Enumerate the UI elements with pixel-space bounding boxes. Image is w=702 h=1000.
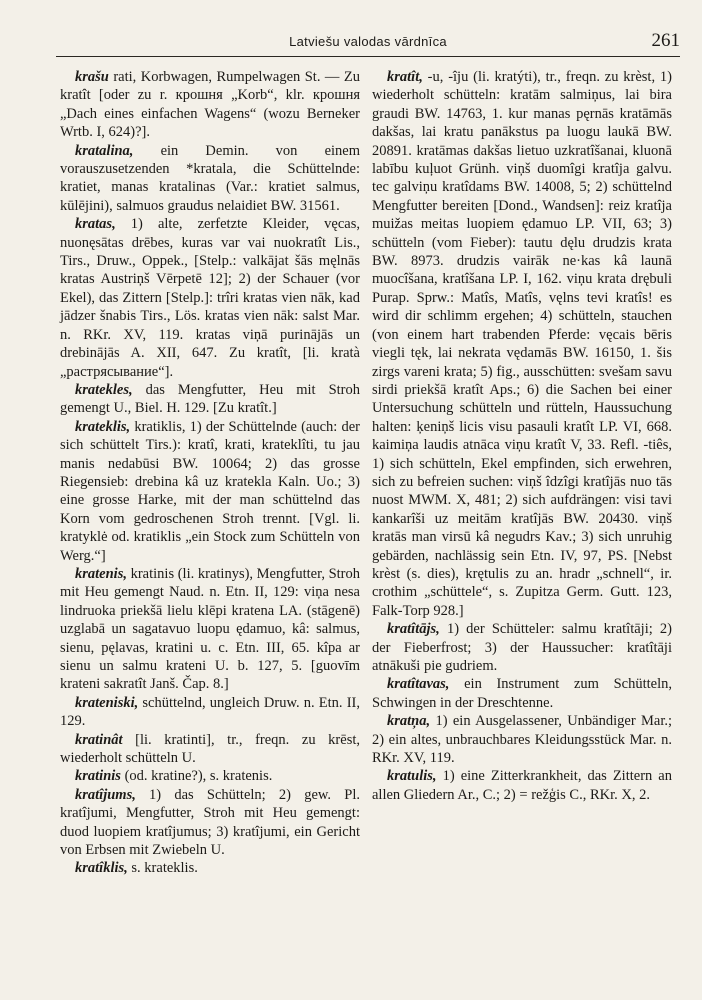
dictionary-entry — [60, 859, 360, 877]
entry-definition: s. krateklis. — [127, 860, 198, 877]
entry-definition: ein Instrument zum Schütteln, Schwingen in der Dreschtenne. — [372, 676, 672, 711]
entry-headword: kratulis, — [387, 768, 437, 785]
entry-headword: kratinât — [75, 731, 123, 748]
entry-headword: kratekles, — [75, 381, 133, 398]
dictionary-entry — [372, 675, 672, 712]
entry-headword: kratîklis, — [75, 860, 128, 877]
entry-definition: (od. kratine?), s. kratenis. — [120, 768, 273, 785]
dictionary-entry — [372, 68, 672, 620]
entry-headword: krašu — [75, 69, 109, 85]
entry-definition: kratinis (li. kratinys), Mengfutter, Stroh mit Heu gemengt Naud. n. Etn. II, 129: viņa nesa lindruoka priekšā lielu klēpi kratena LA. (stāgenē) uzglabā un sagatavuo luopu ędamuo, kâ: salmus, sienu, pęlavas, kratini u. c. Etn. III, 65. kîpa ar sienu un salmu krateni U. b. 127, 5. [guovīm krateni sakratît Janš. Čap. 8.] — [60, 565, 360, 693]
dictionary-entry — [60, 767, 360, 785]
dictionary-entry — [372, 767, 672, 804]
entry-definition: ein Demin. von einem vorauszusetzenden *kratala, die Schüttelnde: kratiet, manas kratalinas (Var.: kratiet salmus, kūlējini), salmuos graudus nelaidiet BW. 31561. — [60, 142, 360, 214]
entry-definition: -u, -îju (li. kratýti), tr., freqn. zu krèst, 1) wiederholt schütteln: kratām salmiņus, lai bira graudi BW. 14763, 1. kur manas pęrnās kratāmās dakšas, lai kratu panākstus pa luogu laukā BW. 20891. kratāmas dakšas lietuo uzkratîšanai, kluonā labību kuļuot Grünh. viņš duomîgi kratîja galvu. tec galviņu kratîdams BW. 14008, 5; 2) schüttelnd Mengfutter bereiten [Dond., Wandsen]: reiz kratîja muižas meitas luopiem ędamuo LP. VII, 63; 3) schütteln (vom Fieber): tautu dęlu drudzis krata BW. 8973. drudzis vairāk ne·kas kâ launā muocîšana, kratîšana LP. I, 162. viņu krata drębuli Purap. Sprw.: Matîs, Matîs, vęlns tevi kratîs! es wird dir schlimm ergehen; 4) schütteln, stauchen (von einem hart trabenden Pferde: vęcais bēris viegli tęk, lai nekrata vędamās BW. 16150, 1. šis zirgs vareni krata; 5) fig., ausschütten: svešam savu sirdi priekšā kratît Aps.; 6) die Sachen bei einer Untersuchung schütteln und rütteln, Haussuchung halten: ķeniņš licis visu pasauli kratît LP. VI, 668. kaimiņa laudis atnāca viņu kratît V, 33. Refl. -tiês, 1) sich schütteln, Ekel empfinden, sich erwehren, sich zu befreien suchen: viņš îdzîgi kratîjās nuo tās nuost MWM. X, 481; 2) sich aufdrängen: visi tavi kankarîši uz meitām kratîjās BW. 20430. viņš kratās man virsū kâ negudrs Kav.; 3) sich unruhig gebärden, nachlässig sein Etn. IV, 97, PS. [Nebst krèst (s. dies), krętulis zu an. hradr „schnell“, ir. crothim „schüttele“, s. Zupitza Germ. Gutt. 123, Falk-Torp 928.] — [372, 69, 672, 619]
dictionary-entry — [60, 418, 360, 565]
dictionary-entry — [60, 68, 360, 142]
entry-definition: 1) alte, zerfetzte Kleider, vęcas, nuonęsātas drēbes, kuras var vai nuokratît Lis., Tirs., Druw., Oppek., [Stelp.: valkājat šās męlnās kratas Austriņš Vērpetē 12]; 2) der Schauer (vor Ekel), das Zittern [Stelp.]: trîri kratas vien nāk, kad jādzer šnabis Tirs., Lös. kratas vien nāk: salst Mar. n. RKr. XV, 119. kratas viņā purinājās un drebinājās A. XII, 647. Zu kratît, [li. kratà „растрясываниe“]. — [60, 216, 360, 380]
dictionary-entry — [60, 215, 360, 381]
page-number: 261 — [651, 30, 680, 51]
entry-definition: 1) das Schütteln; 2) gew. Pl. kratîjumi, Mengfutter, Stroh mit Heu gemengt: duod luopiem kratîjumus; 3) kratîjumi, ein Gericht von Erbsen mit Zwiebeln U. — [60, 786, 360, 859]
entry-definition: 1) eine Zitterkrankheit, das Zittern an allen Gliedern Ar., C.; 2) = režģis C., RKr. X, 2. — [372, 768, 672, 803]
right-column — [372, 68, 672, 804]
entry-headword: kratņa, — [387, 713, 431, 730]
entry-definition: 1) ein Ausgelassener, Unbändiger Mar.; 2) ein altes, unbrauchbares Kleidungsstück Mar. n. RKr. XV, 119. — [372, 713, 672, 767]
entry-definition: kratiklis, 1) der Schüttelnde (auch: der sich schüttelt Tirs.): kratî, krati, krateklîti, tu jau manis nedabūsi BW. 10064; 2) das grosse Riegensieb: drebina kâ uz kratekla Kaln. Uo.; 3) eine grosse Harke, mit der man schüttelnd das Korn vom gedroschenen Stroh trennt. [Vgl. li. kratyklė od. kratiklis „ein Stock zum Schütteln von Werg.“] — [60, 418, 360, 564]
entry-headword: kratinis — [75, 768, 121, 785]
entry-headword: kratîtavas, — [387, 676, 450, 693]
dictionary-entry — [60, 694, 360, 731]
page-header — [56, 30, 680, 57]
entry-definition: 1) der Schütteler: salmu kratîtāji; 2) der Fieberfrost; 3) der Haussucher: kratîtāji atnākuši pie gudriem. — [372, 621, 672, 674]
entry-headword: kratenis, — [75, 565, 127, 582]
entry-definition: [li. kratinti], tr., freqn. zu krēst, wiederholt schütteln U. — [60, 731, 360, 767]
dictionary-entry — [372, 620, 672, 675]
running-title: Latviešu valodas vārdnīca — [289, 34, 447, 49]
dictionary-entry — [60, 381, 360, 418]
entry-headword: kratas, — [75, 216, 116, 233]
entry-definition: das Mengfutter, Heu mit Stroh gemengt U., Biel. H. 129. [Zu kratît.] — [60, 381, 360, 417]
entry-headword: kratît, — [387, 69, 423, 85]
entry-definition: rati, Korbwagen, Rumpelwagen St. — Zu kratît [oder zu r. кpошня „Korb“, klr. кpошня „Dach eines einfachen Wagens“ (wozu Berneker Wrtb. I, 624)?]. — [60, 69, 360, 141]
entry-headword: krateniski, — [75, 694, 139, 711]
dictionary-entry — [60, 142, 360, 216]
entry-headword: kratîtājs, — [387, 621, 440, 638]
entry-headword: kratîjums, — [75, 786, 136, 803]
dictionary-entry — [60, 731, 360, 768]
entry-headword: krateklis, — [75, 418, 131, 435]
entry-definition: schüttelnd, ungleich Druw. n. Etn. II, 129. — [60, 694, 360, 730]
dictionary-entry — [60, 786, 360, 860]
entry-headword: kratalina, — [75, 142, 134, 159]
dictionary-entry — [372, 712, 672, 767]
left-column — [60, 68, 360, 878]
dictionary-entry — [60, 565, 360, 694]
